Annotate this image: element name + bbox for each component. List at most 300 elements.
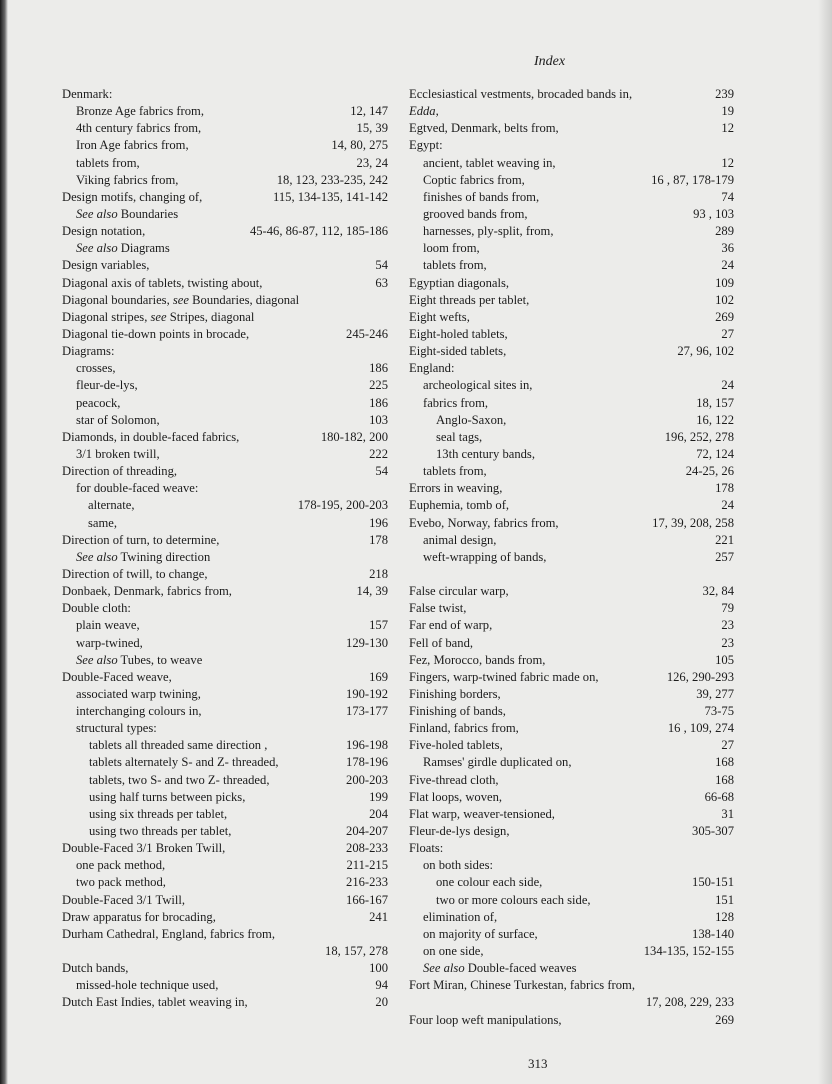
index-term bbox=[76, 446, 160, 463]
index-term bbox=[423, 377, 532, 394]
term-text: Direction of threading, bbox=[62, 464, 178, 479]
page-references: 66-68 bbox=[704, 789, 734, 804]
index-entry bbox=[62, 377, 388, 394]
term-text: 3/1 broken twill, bbox=[76, 446, 160, 461]
index-term bbox=[423, 754, 571, 771]
term-text: on both sides: bbox=[423, 858, 493, 873]
index-entry bbox=[62, 395, 388, 412]
index-term bbox=[409, 292, 529, 309]
term-text: Flat loops, woven, bbox=[409, 789, 503, 804]
index-entry bbox=[409, 549, 734, 566]
index-term bbox=[76, 549, 210, 566]
index-term bbox=[76, 137, 189, 154]
page-references: 15, 39 bbox=[356, 121, 388, 136]
term-text: Diagonal axis of tablets, twisting about, bbox=[62, 275, 263, 290]
page-references: 18, 123, 233-235, 242 bbox=[276, 172, 388, 187]
term-text: using two threads per tablet, bbox=[89, 824, 232, 839]
index-term bbox=[62, 994, 248, 1011]
index-term bbox=[76, 206, 178, 223]
term-text: Fort Miran, Chinese Turkestan, fabrics from, bbox=[409, 978, 635, 993]
index-term bbox=[409, 737, 503, 754]
page-references: 178 bbox=[369, 532, 388, 547]
page-references: 12, 147 bbox=[350, 104, 388, 119]
page-references: 23, 24 bbox=[356, 155, 388, 170]
index-term bbox=[423, 532, 496, 549]
index-entry bbox=[62, 772, 388, 789]
index-term bbox=[409, 103, 439, 120]
see-label: see bbox=[150, 309, 167, 324]
page-references: 24 bbox=[721, 378, 734, 393]
term-text: two or more colours each side, bbox=[436, 892, 591, 907]
page-binding-shadow bbox=[0, 0, 8, 1084]
term-text: Far end of warp, bbox=[409, 618, 493, 633]
index-entry bbox=[409, 206, 734, 223]
index-entry bbox=[409, 532, 734, 549]
index-entry bbox=[62, 429, 388, 446]
index-term bbox=[62, 86, 112, 103]
index-term bbox=[436, 412, 506, 429]
page-references: 178-196 bbox=[346, 755, 388, 770]
index-entry bbox=[62, 446, 388, 463]
page-references: 109 bbox=[715, 275, 734, 290]
index-entry bbox=[409, 223, 734, 240]
index-entry bbox=[409, 686, 734, 703]
index-entry bbox=[62, 515, 388, 532]
page-references: 94 bbox=[375, 978, 388, 993]
index-term bbox=[76, 377, 138, 394]
page-references: 31 bbox=[721, 806, 734, 821]
term-text: crosses, bbox=[76, 361, 116, 376]
term-text: Double-Faced weave, bbox=[62, 669, 172, 684]
page-references: 289 bbox=[715, 224, 734, 239]
cross-reference: Boundaries bbox=[120, 206, 179, 221]
index-term bbox=[409, 86, 632, 103]
term-text: tablets all threaded same direction , bbox=[89, 738, 268, 753]
page-references: 74 bbox=[721, 189, 734, 204]
page-references: 105 bbox=[715, 652, 734, 667]
page-references: 134-135, 152-155 bbox=[643, 944, 734, 959]
term-text: elimination of, bbox=[423, 909, 498, 924]
term-text: seal tags, bbox=[436, 429, 483, 444]
page-references: 23 bbox=[721, 618, 734, 633]
index-entry bbox=[409, 326, 734, 343]
index-term bbox=[62, 275, 262, 292]
page-references: 199 bbox=[369, 789, 388, 804]
page-references: 93 , 103 bbox=[693, 206, 734, 221]
index-entry bbox=[409, 977, 734, 994]
page-references: 173-177 bbox=[346, 704, 388, 719]
page-references: 129-130 bbox=[346, 635, 388, 650]
index-entry bbox=[409, 703, 734, 720]
page-references: 245-246 bbox=[346, 326, 388, 341]
index-entry bbox=[409, 446, 734, 463]
index-term bbox=[409, 772, 499, 789]
term-text: Finishing of bands, bbox=[409, 704, 506, 719]
index-term bbox=[76, 360, 116, 377]
index-term bbox=[89, 806, 227, 823]
index-entry bbox=[409, 617, 734, 634]
term-text: Ramses' girdle duplicated on, bbox=[423, 755, 572, 770]
index-entry bbox=[62, 343, 388, 360]
page-references: 103 bbox=[369, 412, 388, 427]
index-entry bbox=[409, 566, 734, 583]
index-term bbox=[409, 720, 519, 737]
index-term bbox=[76, 395, 120, 412]
term-text: England: bbox=[409, 361, 455, 376]
index-term bbox=[423, 206, 528, 223]
term-text: using half turns between picks, bbox=[89, 789, 246, 804]
index-entry bbox=[409, 874, 734, 891]
term-text: structural types: bbox=[76, 721, 157, 736]
see-also-label: See also bbox=[423, 961, 465, 976]
index-term bbox=[409, 343, 506, 360]
term-text: associated warp twining, bbox=[76, 686, 201, 701]
index-entry bbox=[62, 635, 388, 652]
index-entry bbox=[62, 960, 388, 977]
cross-reference: Tubes, to weave bbox=[120, 652, 203, 667]
index-term bbox=[76, 635, 143, 652]
term-text: tablets alternately S- and Z- threaded, bbox=[89, 755, 279, 770]
page-references: 151 bbox=[715, 892, 734, 907]
index-entry bbox=[62, 600, 388, 617]
index-entry bbox=[409, 429, 734, 446]
index-entry bbox=[409, 515, 734, 532]
page-references: 305-307 bbox=[692, 824, 734, 839]
term-text: Finishing borders, bbox=[409, 686, 501, 701]
index-entry bbox=[62, 994, 388, 1011]
index-entry bbox=[409, 155, 734, 172]
index-entry bbox=[62, 857, 388, 874]
term-text: on one side, bbox=[423, 944, 484, 959]
term-text: Double-Faced 3/1 Twill, bbox=[62, 892, 186, 907]
index-entry bbox=[62, 874, 388, 891]
index-entry bbox=[62, 86, 388, 103]
term-text: Four loop weft manipulations, bbox=[409, 1012, 562, 1027]
index-term bbox=[409, 137, 443, 154]
term-text: Dutch East Indies, tablet weaving in, bbox=[62, 995, 248, 1010]
index-term bbox=[89, 823, 231, 840]
page-references: 18, 157, 278 bbox=[325, 944, 388, 959]
index-term bbox=[62, 840, 225, 857]
page-references: 36 bbox=[721, 241, 734, 256]
term-text: 13th century bands, bbox=[436, 446, 535, 461]
index-column-left bbox=[62, 86, 388, 1012]
index-entry bbox=[409, 257, 734, 274]
index-term bbox=[436, 429, 482, 446]
page-references: 204 bbox=[369, 806, 388, 821]
index-term bbox=[409, 806, 555, 823]
index-entry bbox=[62, 617, 388, 634]
page-references: 168 bbox=[715, 772, 734, 787]
index-entry bbox=[409, 737, 734, 754]
page-references: 17, 208, 229, 233 bbox=[645, 995, 734, 1010]
term-text: one pack method, bbox=[76, 858, 166, 873]
term-text: interchanging colours in, bbox=[76, 704, 202, 719]
index-entry bbox=[409, 772, 734, 789]
term-text: Design notation, bbox=[62, 224, 146, 239]
index-term bbox=[409, 497, 509, 514]
index-term bbox=[88, 515, 117, 532]
index-entry bbox=[409, 583, 734, 600]
page-references: 190-192 bbox=[346, 686, 388, 701]
page-references: 39, 277 bbox=[696, 686, 734, 701]
index-term bbox=[409, 275, 509, 292]
index-entry bbox=[62, 669, 388, 686]
index-entry bbox=[62, 943, 388, 960]
index-term bbox=[62, 892, 185, 909]
index-entry bbox=[409, 669, 734, 686]
index-term bbox=[409, 703, 506, 720]
term-text: Fell of band, bbox=[409, 635, 474, 650]
term-text: Diagonal tie-down points in brocade, bbox=[62, 326, 250, 341]
page-references: 225 bbox=[369, 378, 388, 393]
term-text: Design motifs, changing of, bbox=[62, 189, 203, 204]
page-references: 19 bbox=[721, 104, 734, 119]
index-term bbox=[62, 257, 149, 274]
page-references: 17, 39, 208, 258 bbox=[652, 515, 734, 530]
page-references: 63 bbox=[375, 275, 388, 290]
cross-reference: Diagrams bbox=[120, 241, 170, 256]
term-text: animal design, bbox=[423, 532, 497, 547]
page-references: 221 bbox=[715, 532, 734, 547]
index-entry bbox=[62, 257, 388, 274]
index-term bbox=[423, 257, 487, 274]
index-entry bbox=[409, 840, 734, 857]
index-term bbox=[423, 960, 577, 977]
page-references: 166-167 bbox=[346, 892, 388, 907]
index-term bbox=[62, 960, 128, 977]
index-term bbox=[423, 172, 525, 189]
index-term bbox=[62, 566, 208, 583]
index-entry bbox=[62, 155, 388, 172]
index-term bbox=[62, 309, 254, 326]
term-text: grooved bands from, bbox=[423, 206, 528, 221]
term-text: Durham Cathedral, England, fabrics from, bbox=[62, 926, 275, 941]
index-entry bbox=[409, 652, 734, 669]
term-text: Bronze Age fabrics from, bbox=[76, 104, 204, 119]
term-text: peacock, bbox=[76, 395, 121, 410]
page-references: 216-233 bbox=[346, 875, 388, 890]
term-text: Fingers, warp-twined fabric made on, bbox=[409, 669, 599, 684]
index-entry bbox=[62, 686, 388, 703]
index-entry bbox=[62, 223, 388, 240]
term-text: ancient, tablet weaving in, bbox=[423, 155, 556, 170]
page-references: 269 bbox=[715, 1012, 734, 1027]
page-references: 23 bbox=[721, 635, 734, 650]
term-text: Direction of twill, to change, bbox=[62, 566, 208, 581]
index-term bbox=[76, 874, 166, 891]
index-term bbox=[76, 652, 202, 669]
term-text: Eight-holed tablets, bbox=[409, 326, 508, 341]
term-text: weft-wrapping of bands, bbox=[423, 549, 547, 564]
term-text: tablets from, bbox=[423, 464, 487, 479]
term-text: Denmark: bbox=[62, 87, 113, 101]
page-references: 12 bbox=[721, 155, 734, 170]
index-term bbox=[409, 309, 470, 326]
index-entry bbox=[62, 292, 388, 309]
index-term bbox=[409, 977, 635, 994]
index-term bbox=[62, 326, 249, 343]
see-also-label: See also bbox=[76, 206, 118, 221]
page-references: 14, 39 bbox=[356, 584, 388, 599]
index-entry bbox=[409, 754, 734, 771]
index-term bbox=[62, 532, 219, 549]
term-text: on majority of surface, bbox=[423, 926, 538, 941]
index-entry bbox=[409, 806, 734, 823]
term-text: Viking fabrics from, bbox=[76, 172, 179, 187]
index-entry bbox=[62, 703, 388, 720]
page-references: 196-198 bbox=[346, 738, 388, 753]
page-references: 169 bbox=[369, 669, 388, 684]
index-term bbox=[88, 497, 135, 514]
cross-reference: Double-faced weaves bbox=[467, 961, 577, 976]
index-entry bbox=[409, 823, 734, 840]
index-term bbox=[76, 103, 204, 120]
page-references: 211-215 bbox=[346, 858, 388, 873]
index-term bbox=[423, 240, 480, 257]
index-term bbox=[423, 155, 556, 172]
term-text: Edda, bbox=[409, 104, 439, 119]
page-references: 186 bbox=[369, 361, 388, 376]
page-references: 196, 252, 278 bbox=[664, 429, 734, 444]
term-text: Eight wefts, bbox=[409, 309, 470, 324]
page-references: 45-46, 86-87, 112, 185-186 bbox=[249, 224, 388, 239]
index-entry bbox=[409, 172, 734, 189]
page-references: 208-233 bbox=[346, 841, 388, 856]
index-entry bbox=[62, 189, 388, 206]
index-term bbox=[89, 754, 279, 771]
page-references: 79 bbox=[721, 601, 734, 616]
index-term bbox=[436, 874, 542, 891]
term-text: plain weave, bbox=[76, 618, 140, 633]
index-entry bbox=[62, 737, 388, 754]
see-label: see bbox=[172, 292, 189, 307]
term-text: Coptic fabrics from, bbox=[423, 172, 525, 187]
term-text: star of Solomon, bbox=[76, 412, 160, 427]
page-references: 73-75 bbox=[704, 704, 734, 719]
index-entry bbox=[409, 720, 734, 737]
term-text: Diagonal stripes, bbox=[62, 309, 148, 324]
index-entry bbox=[409, 909, 734, 926]
index-entry bbox=[62, 497, 388, 514]
term-text: fleur-de-lys, bbox=[76, 378, 138, 393]
index-entry bbox=[62, 206, 388, 223]
index-term bbox=[423, 909, 497, 926]
index-entry bbox=[409, 360, 734, 377]
term-text: Diagonal boundaries, bbox=[62, 292, 170, 307]
running-head: Index bbox=[534, 54, 566, 69]
index-term bbox=[76, 480, 198, 497]
index-entry bbox=[62, 275, 388, 292]
index-term bbox=[62, 909, 216, 926]
index-term bbox=[89, 772, 269, 789]
index-entry bbox=[409, 412, 734, 429]
page-references: 241 bbox=[369, 909, 388, 924]
index-entry bbox=[409, 480, 734, 497]
index-term bbox=[409, 635, 473, 652]
index-term bbox=[76, 172, 178, 189]
index-entry bbox=[62, 583, 388, 600]
index-entry bbox=[409, 926, 734, 943]
index-term bbox=[423, 189, 539, 206]
index-entry bbox=[62, 789, 388, 806]
term-text: Double-Faced 3/1 Broken Twill, bbox=[62, 841, 226, 856]
page-references: 24-25, 26 bbox=[685, 464, 734, 479]
index-term bbox=[423, 926, 538, 943]
index-term bbox=[423, 223, 553, 240]
index-entry bbox=[62, 566, 388, 583]
term-text: Eight threads per tablet, bbox=[409, 292, 530, 307]
term-text: alternate, bbox=[88, 498, 135, 513]
index-entry bbox=[62, 652, 388, 669]
index-term bbox=[409, 652, 545, 669]
index-entry bbox=[409, 103, 734, 120]
page-references: 16 , 87, 178-179 bbox=[651, 172, 734, 187]
page-references: 18, 157 bbox=[696, 395, 734, 410]
page-references: 102 bbox=[715, 292, 734, 307]
index-entry bbox=[409, 892, 734, 909]
index-entry bbox=[62, 840, 388, 857]
page-references: 24 bbox=[721, 258, 734, 273]
page-references: 54 bbox=[375, 258, 388, 273]
index-term bbox=[62, 600, 131, 617]
index-entry bbox=[62, 326, 388, 343]
index-term bbox=[423, 395, 488, 412]
page-references: 27 bbox=[721, 326, 734, 341]
see-also-label: See also bbox=[76, 652, 118, 667]
term-text: Draw apparatus for brocading, bbox=[62, 909, 216, 924]
index-entry bbox=[62, 309, 388, 326]
cross-reference: Twining direction bbox=[120, 549, 211, 564]
index-entry bbox=[409, 857, 734, 874]
index-entry bbox=[409, 497, 734, 514]
term-text: False circular warp, bbox=[409, 584, 509, 599]
index-term bbox=[62, 189, 202, 206]
index-entry bbox=[409, 960, 734, 977]
page-references: 178 bbox=[715, 481, 734, 496]
index-term bbox=[76, 857, 165, 874]
cross-reference: Boundaries, diagonal bbox=[192, 292, 300, 307]
index-term bbox=[62, 926, 275, 943]
term-text: one colour each side, bbox=[436, 875, 543, 890]
index-entry bbox=[62, 360, 388, 377]
page-references: 186 bbox=[369, 395, 388, 410]
term-text: Diamonds, in double-faced fabrics, bbox=[62, 429, 240, 444]
index-entry bbox=[409, 994, 734, 1011]
index-entry bbox=[62, 754, 388, 771]
see-also-label: See also bbox=[76, 241, 118, 256]
index-term bbox=[76, 720, 157, 737]
term-text: same, bbox=[88, 515, 118, 530]
page-references: 128 bbox=[715, 909, 734, 924]
term-text: 4th century fabrics from, bbox=[76, 121, 202, 136]
index-term bbox=[76, 977, 218, 994]
page-references: 12 bbox=[721, 121, 734, 136]
index-term bbox=[409, 1012, 562, 1029]
term-text: Diagrams: bbox=[62, 344, 115, 359]
page-references: 218 bbox=[369, 566, 388, 581]
index-entry bbox=[62, 120, 388, 137]
index-term bbox=[409, 840, 443, 857]
index-entry bbox=[62, 240, 388, 257]
page-references: 157 bbox=[369, 618, 388, 633]
index-entry bbox=[409, 137, 734, 154]
page-references: 14, 80, 275 bbox=[331, 138, 388, 153]
page-references: 168 bbox=[715, 755, 734, 770]
index-term bbox=[62, 223, 145, 240]
index-entry bbox=[62, 909, 388, 926]
index-entry bbox=[62, 412, 388, 429]
